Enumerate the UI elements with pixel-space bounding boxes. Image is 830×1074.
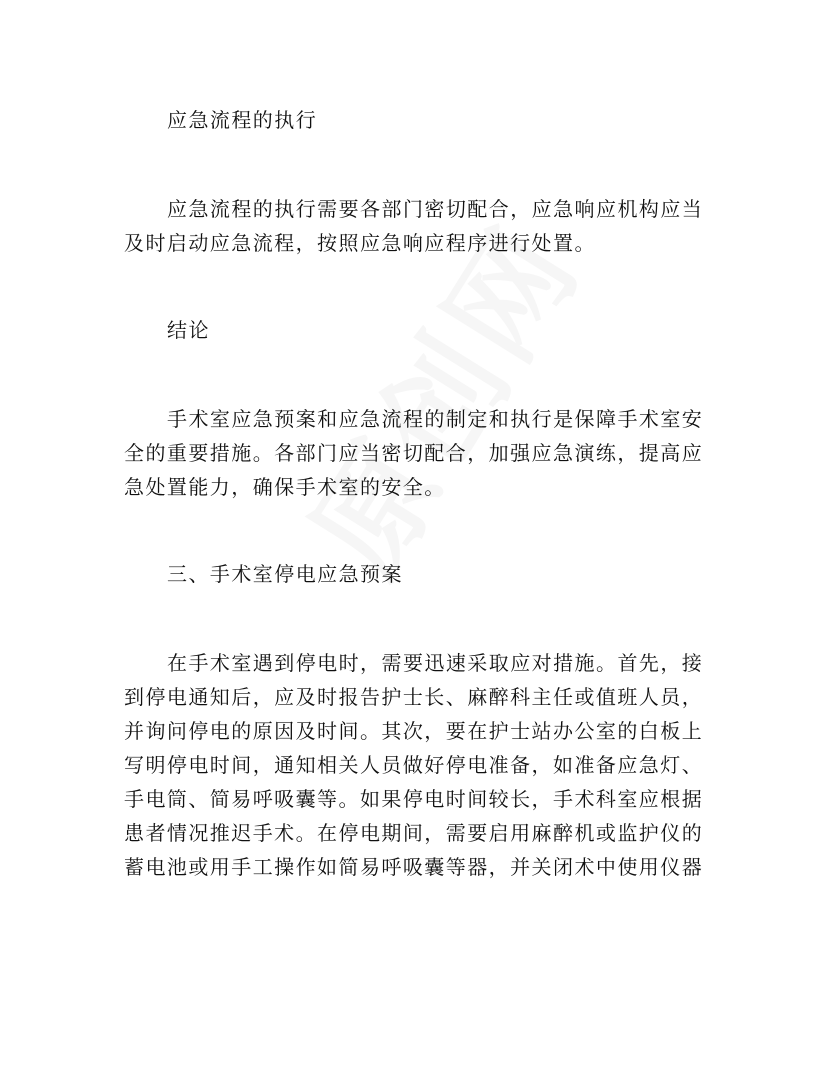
paragraph-line: 蓄电池或用手工操作如简易呼吸囊等器，并关闭术中使用仪器 (124, 855, 704, 879)
paragraph-line: 在手术室遇到停电时，需要迅速采取应对措施。首先，接 (167, 651, 704, 675)
section-heading: 三、手术室停电应急预案 (167, 562, 403, 586)
section-heading: 结论 (167, 318, 210, 342)
paragraph-line: 手电筒、简易呼吸囊等。如果停电时间较长，手术科室应根据 (124, 787, 704, 811)
paragraph-line: 及时启动应急流程，按照应急响应程序进行处置。 (124, 231, 596, 255)
paragraph-line: 急处置能力，确保手术室的安全。 (124, 475, 446, 499)
paragraph-line: 写明停电时间，通知相关人员做好停电准备，如准备应急灯、 (124, 753, 704, 777)
paragraph-line: 到停电通知后，应及时报告护士长、麻醉科主任或值班人员， (124, 685, 704, 709)
paragraph-line: 全的重要措施。各部门应当密切配合，加强应急演练，提高应 (124, 441, 704, 465)
paragraph-line: 患者情况推迟手术。在停电期间，需要启用麻醉机或监护仪的 (124, 821, 704, 845)
paragraph-line: 并询问停电的原因及时间。其次，要在护士站办公室的白板上 (124, 719, 704, 743)
paragraph-line: 手术室应急预案和应急流程的制定和执行是保障手术室安 (167, 407, 704, 431)
section-heading: 应急流程的执行 (167, 108, 318, 132)
document-body (124, 103, 714, 884)
paragraph-line: 应急流程的执行需要各部门密切配合，应急响应机构应当 (167, 197, 704, 221)
